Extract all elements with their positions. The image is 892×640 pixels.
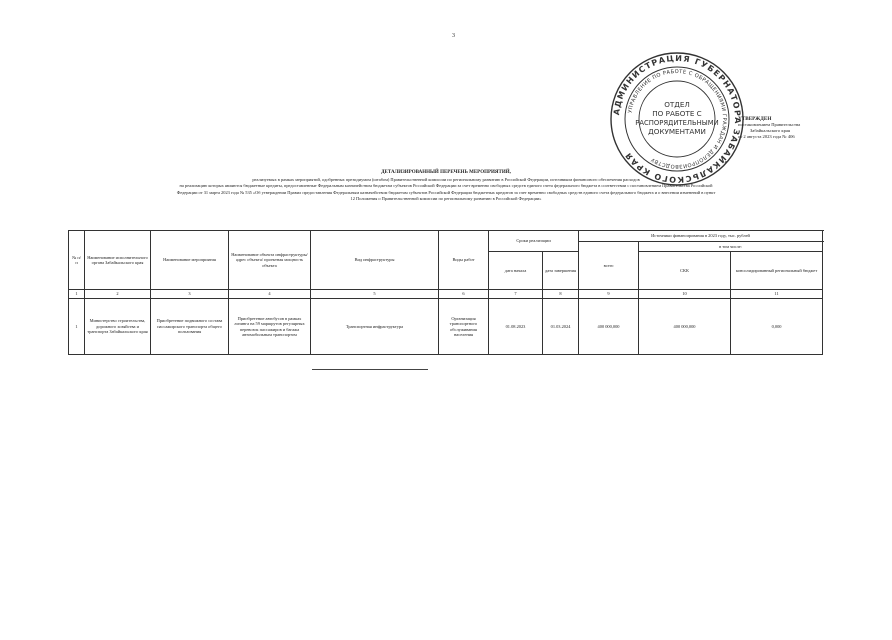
cell-event: Приобретение подвижного состава пассажирского транспорта общего пользования	[151, 299, 229, 355]
column-number: 5	[311, 290, 439, 299]
column-number: 7	[489, 290, 543, 299]
cell-source-skk: 400 000,000	[639, 299, 731, 355]
column-number: 8	[543, 290, 579, 299]
header-executive-body: Наименование исполнительного органа Забайкальского края	[85, 231, 151, 290]
cell-object: Приобретение автобусов в рамках лизинга на 59 маршрутов регулярных перевозок пассажиров и багажа автомобильным транспортом	[229, 299, 311, 355]
cell-source-regional-budget: 0,000	[731, 299, 823, 355]
cell-date-start: 01.08.2023	[489, 299, 543, 355]
cell-work-types: Организация транспортного обслуживания населения	[439, 299, 489, 355]
header-source-skk: СКК	[639, 252, 731, 290]
header-num: № п/п	[69, 231, 85, 290]
title-line-5: 12 Положения о Правительственной комиссии по региональному развитию в Российской Федерации»	[350, 196, 542, 202]
approval-heading: УТВЕРЖДЕН	[738, 116, 772, 122]
stamp-inner-text: УПРАВЛЕНИЕ ПО РАБОТЕ С ОБРАЩЕНИЯМИ ГРАЖДАН И ДЕЛОПРОИЗВОДСТВУ	[627, 68, 728, 170]
header-infrastructure-type: Вид инфраструктуры	[311, 231, 439, 290]
cell-infrastructure-type: Транспортная инфраструктура	[311, 299, 439, 355]
column-number: 6	[439, 290, 489, 299]
header-source-regional-budget: консолидированный региональный бюджет	[731, 252, 823, 290]
column-number: 3	[151, 290, 229, 299]
header-date-start: дата начала	[489, 252, 543, 290]
stamp-center-line-4: ДОКУМЕНТАМИ	[648, 127, 706, 136]
stamp-center-line-3: РАСПОРЯДИТЕЛЬНЫМИ	[635, 119, 719, 127]
cell-date-end: 01.03.2024	[543, 299, 579, 355]
column-number: 10	[639, 290, 731, 299]
column-number: 2	[85, 290, 151, 299]
title-line-2: реализуемых в рамках мероприятий, одобренных президиумом (штабом) Правительственной комиссии по региональному развитию в Российской Федерации, источником финансового обеспечения расходов	[252, 176, 640, 182]
column-number: 4	[229, 290, 311, 299]
approval-line-3: от 2 августа 2023 года № 406	[738, 134, 795, 139]
title-line-1: ДЕТАЛИЗИРОВАННЫЙ ПЕРЕЧЕНЬ МЕРОПРИЯТИЙ,	[381, 170, 511, 175]
cell-num: 1	[69, 299, 85, 355]
header-date-end: дата завершения	[543, 252, 579, 290]
header-including: в том числе:	[639, 242, 823, 252]
title-line-4: Федерации от 31 марта 2023 года № 535 «Об утверждении Правил предоставления Федеральным казначейством бюджетам субъектов Российской Федерации бюджетных кредитов за счет временно свободных средств единого счета федерального бюджета и о внесении изменений в пункт	[176, 189, 716, 195]
official-seal-stamp	[608, 50, 746, 188]
document-title	[60, 170, 832, 203]
header-total: всего	[579, 242, 639, 290]
table-row	[69, 299, 823, 355]
column-number: 11	[731, 290, 823, 299]
header-funding-sources: Источники финансирования в 2023 году, тыс. рублей	[579, 231, 823, 242]
approval-line-2: Забайкальского края	[750, 128, 791, 133]
header-dates: Сроки реализации	[489, 231, 579, 252]
header-object: Наименование объекта инфраструктуры/ адрес объекта/ проектная мощность объекта	[229, 231, 311, 290]
approval-block	[738, 116, 838, 140]
cell-executive-body: Министерство строительства, дорожного хозяйства и транспорта Забайкальского края	[85, 299, 151, 355]
approval-line-1: постановлением Правительства	[738, 122, 801, 127]
title-line-3: на реализацию которых являются бюджетные кредиты, предоставленные Федеральным казначейством бюджетам субъектов Российской Федерации за счет временно свободных средств единого счета федерального бюджета в соответствии с постановлением Правительства Российской	[179, 183, 713, 189]
cell-total: 400 000,000	[579, 299, 639, 355]
column-number: 1	[69, 290, 85, 299]
header-work-types: Виды работ	[439, 231, 489, 290]
stamp-center-line-1: ОТДЕЛ	[664, 100, 690, 109]
header-event: Наименование мероприятия	[151, 231, 229, 290]
stamp-center-line-2: ПО РАБОТЕ С	[652, 109, 702, 118]
column-number: 9	[579, 290, 639, 299]
stamp-outer-text: АДМИНИСТРАЦИЯ ГУБЕРНАТОРА ЗАБАЙКАЛЬСКОГО КРАЯ	[612, 53, 743, 185]
page-number: 3	[452, 33, 455, 39]
closing-divider	[312, 369, 428, 370]
events-table	[68, 230, 823, 355]
